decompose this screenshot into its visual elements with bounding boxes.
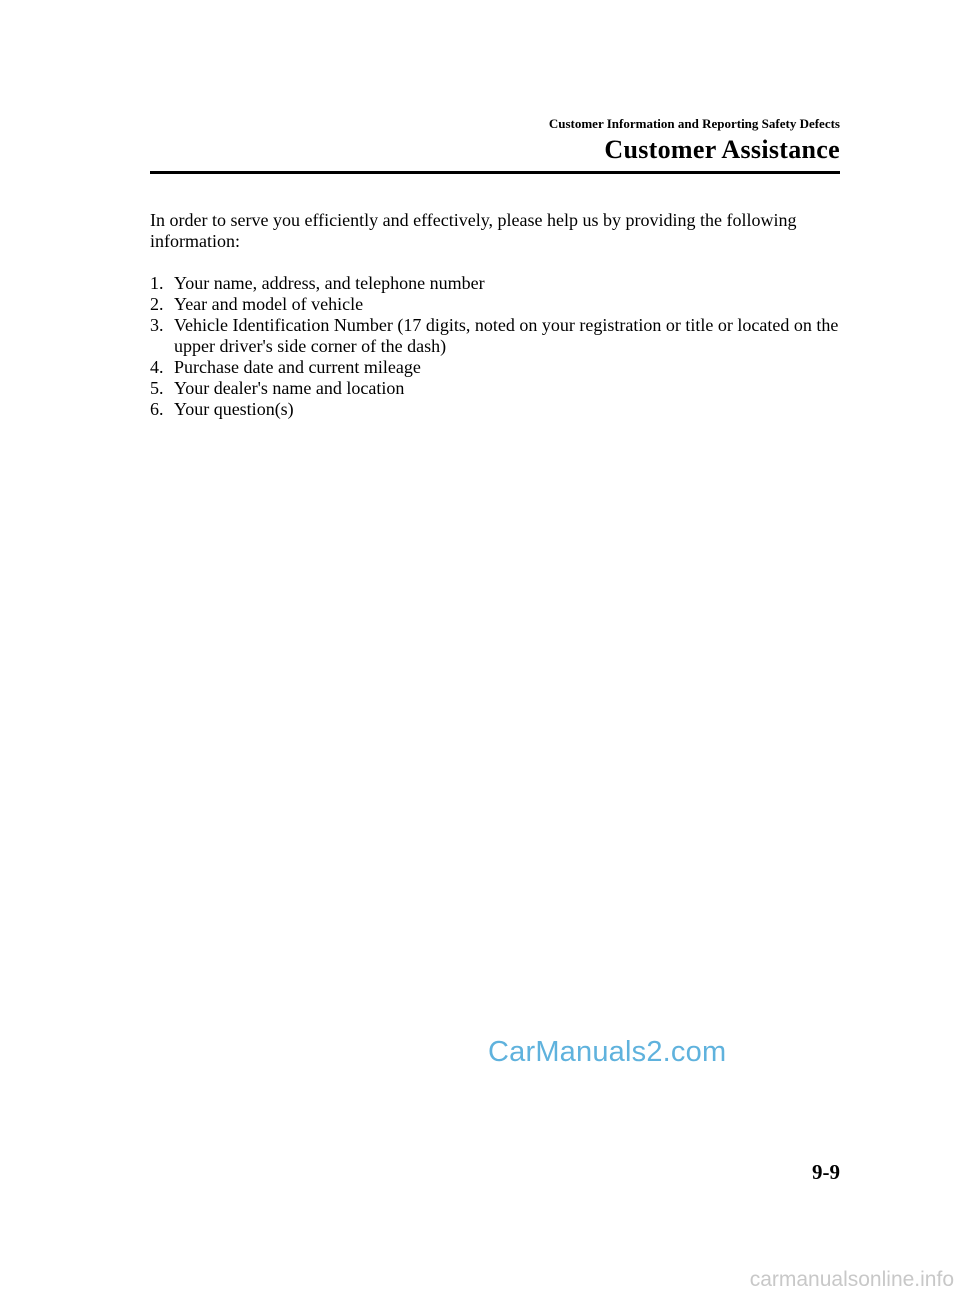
- footer-watermark: carmanualsonline.info: [749, 1268, 954, 1291]
- list-item-text: Purchase date and current mileage: [174, 357, 421, 377]
- body-content: [150, 210, 840, 420]
- list-item-number: 6.: [150, 399, 164, 419]
- page-header: [150, 115, 840, 165]
- list-item-number: 4.: [150, 357, 164, 377]
- list-item-text: Your question(s): [174, 399, 294, 419]
- list-item-text: Vehicle Identification Number (17 digits, noted on your registration or title or located on the upper driver's side corner of the dash): [174, 315, 839, 356]
- section-label: Customer Information and Reporting Safety Defects: [548, 116, 840, 131]
- list-item: [150, 294, 840, 315]
- list-item-number: 3.: [150, 315, 164, 335]
- list-item-number: 2.: [150, 294, 164, 314]
- list-item: [150, 315, 840, 357]
- list-item: [150, 273, 840, 294]
- list-item-number: 1.: [150, 273, 164, 293]
- list-item: [150, 357, 840, 378]
- watermark-logo: CarManuals2.com: [488, 1036, 727, 1068]
- list-item-text: Your dealer's name and location: [174, 378, 405, 398]
- list-item-text: Your name, address, and telephone number: [174, 273, 485, 293]
- list-item-number: 5.: [150, 378, 164, 398]
- list-item: [150, 378, 840, 399]
- intro-paragraph: In order to serve you efficiently and effectively, please help us by providing the following information:: [150, 210, 797, 251]
- list-item: [150, 399, 840, 420]
- page-number: 9-9: [812, 1160, 840, 1184]
- info-list: [150, 273, 840, 420]
- header-rule: [150, 171, 840, 174]
- page-title: Customer Assistance: [604, 135, 840, 164]
- list-item-text: Year and model of vehicle: [174, 294, 364, 314]
